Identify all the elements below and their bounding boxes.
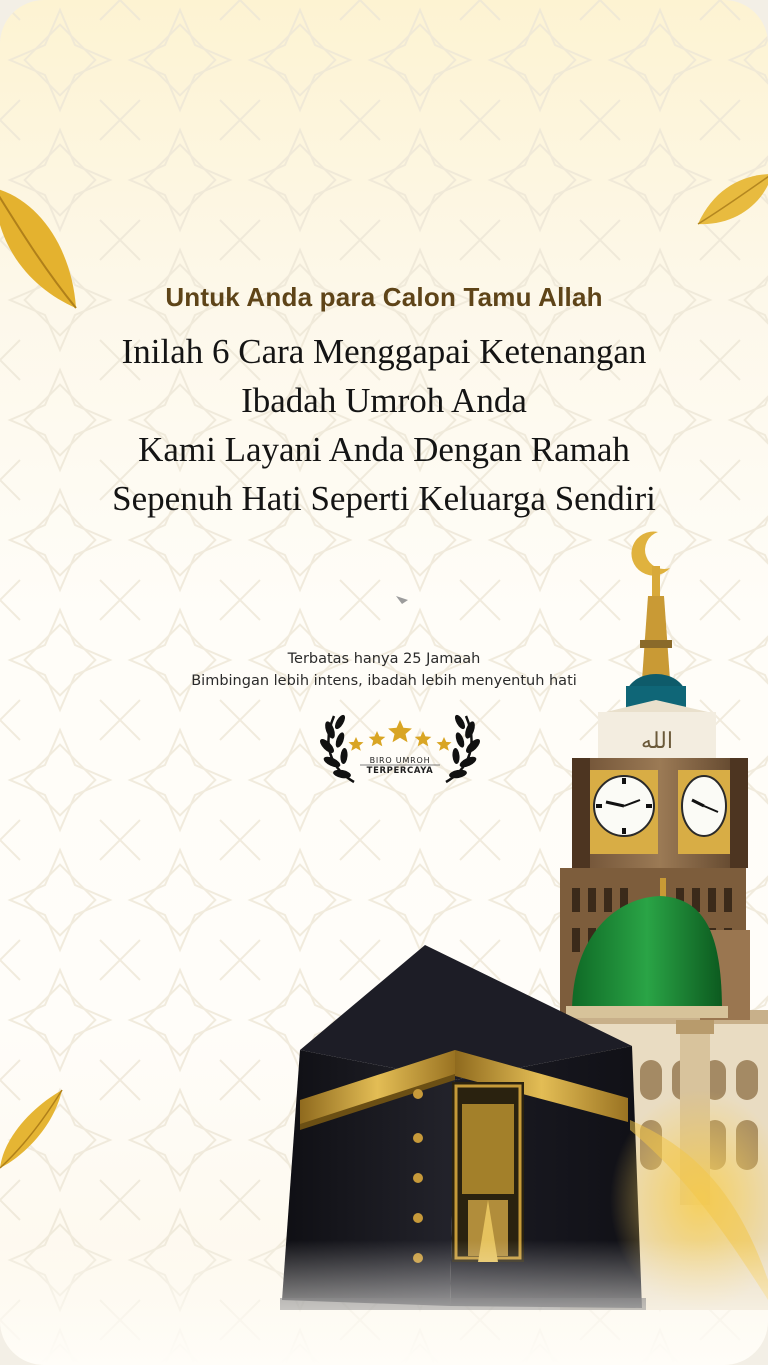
badge-label-top: BIRO UMROH xyxy=(369,756,431,765)
star-icon xyxy=(369,731,386,746)
badge-label-bottom: TERPERCAYA xyxy=(366,766,434,776)
clock-icon xyxy=(678,770,730,854)
clock-icon xyxy=(590,770,658,854)
trusted-badge xyxy=(316,708,484,788)
star-icon xyxy=(415,731,432,746)
title-line: Sepenuh Hati Seperti Keluarga Sendiri xyxy=(112,479,656,518)
crescent-icon xyxy=(631,532,670,576)
star-icon xyxy=(437,737,452,751)
title-line: Ibadah Umroh Anda xyxy=(241,381,527,420)
title-line: Inilah 6 Cara Menggapai Ketenangan xyxy=(121,332,647,371)
title-line: Kami Layani Anda Dengan Ramah xyxy=(138,430,630,469)
info-line: Terbatas hanya 25 Jamaah xyxy=(287,651,481,667)
bird-icon xyxy=(396,596,408,604)
info-block xyxy=(0,648,768,692)
star-icon xyxy=(388,720,412,742)
star-icon xyxy=(349,737,364,751)
laurel-wreath-icon xyxy=(316,708,484,788)
title xyxy=(0,327,768,523)
svg-text:الله: الله xyxy=(641,729,673,754)
headline-block xyxy=(0,282,768,523)
info-line: Bimbingan lebih intens, ibadah lebih menyentuh hati xyxy=(191,673,577,689)
subtitle: Untuk Anda para Calon Tamu Allah xyxy=(165,282,603,312)
